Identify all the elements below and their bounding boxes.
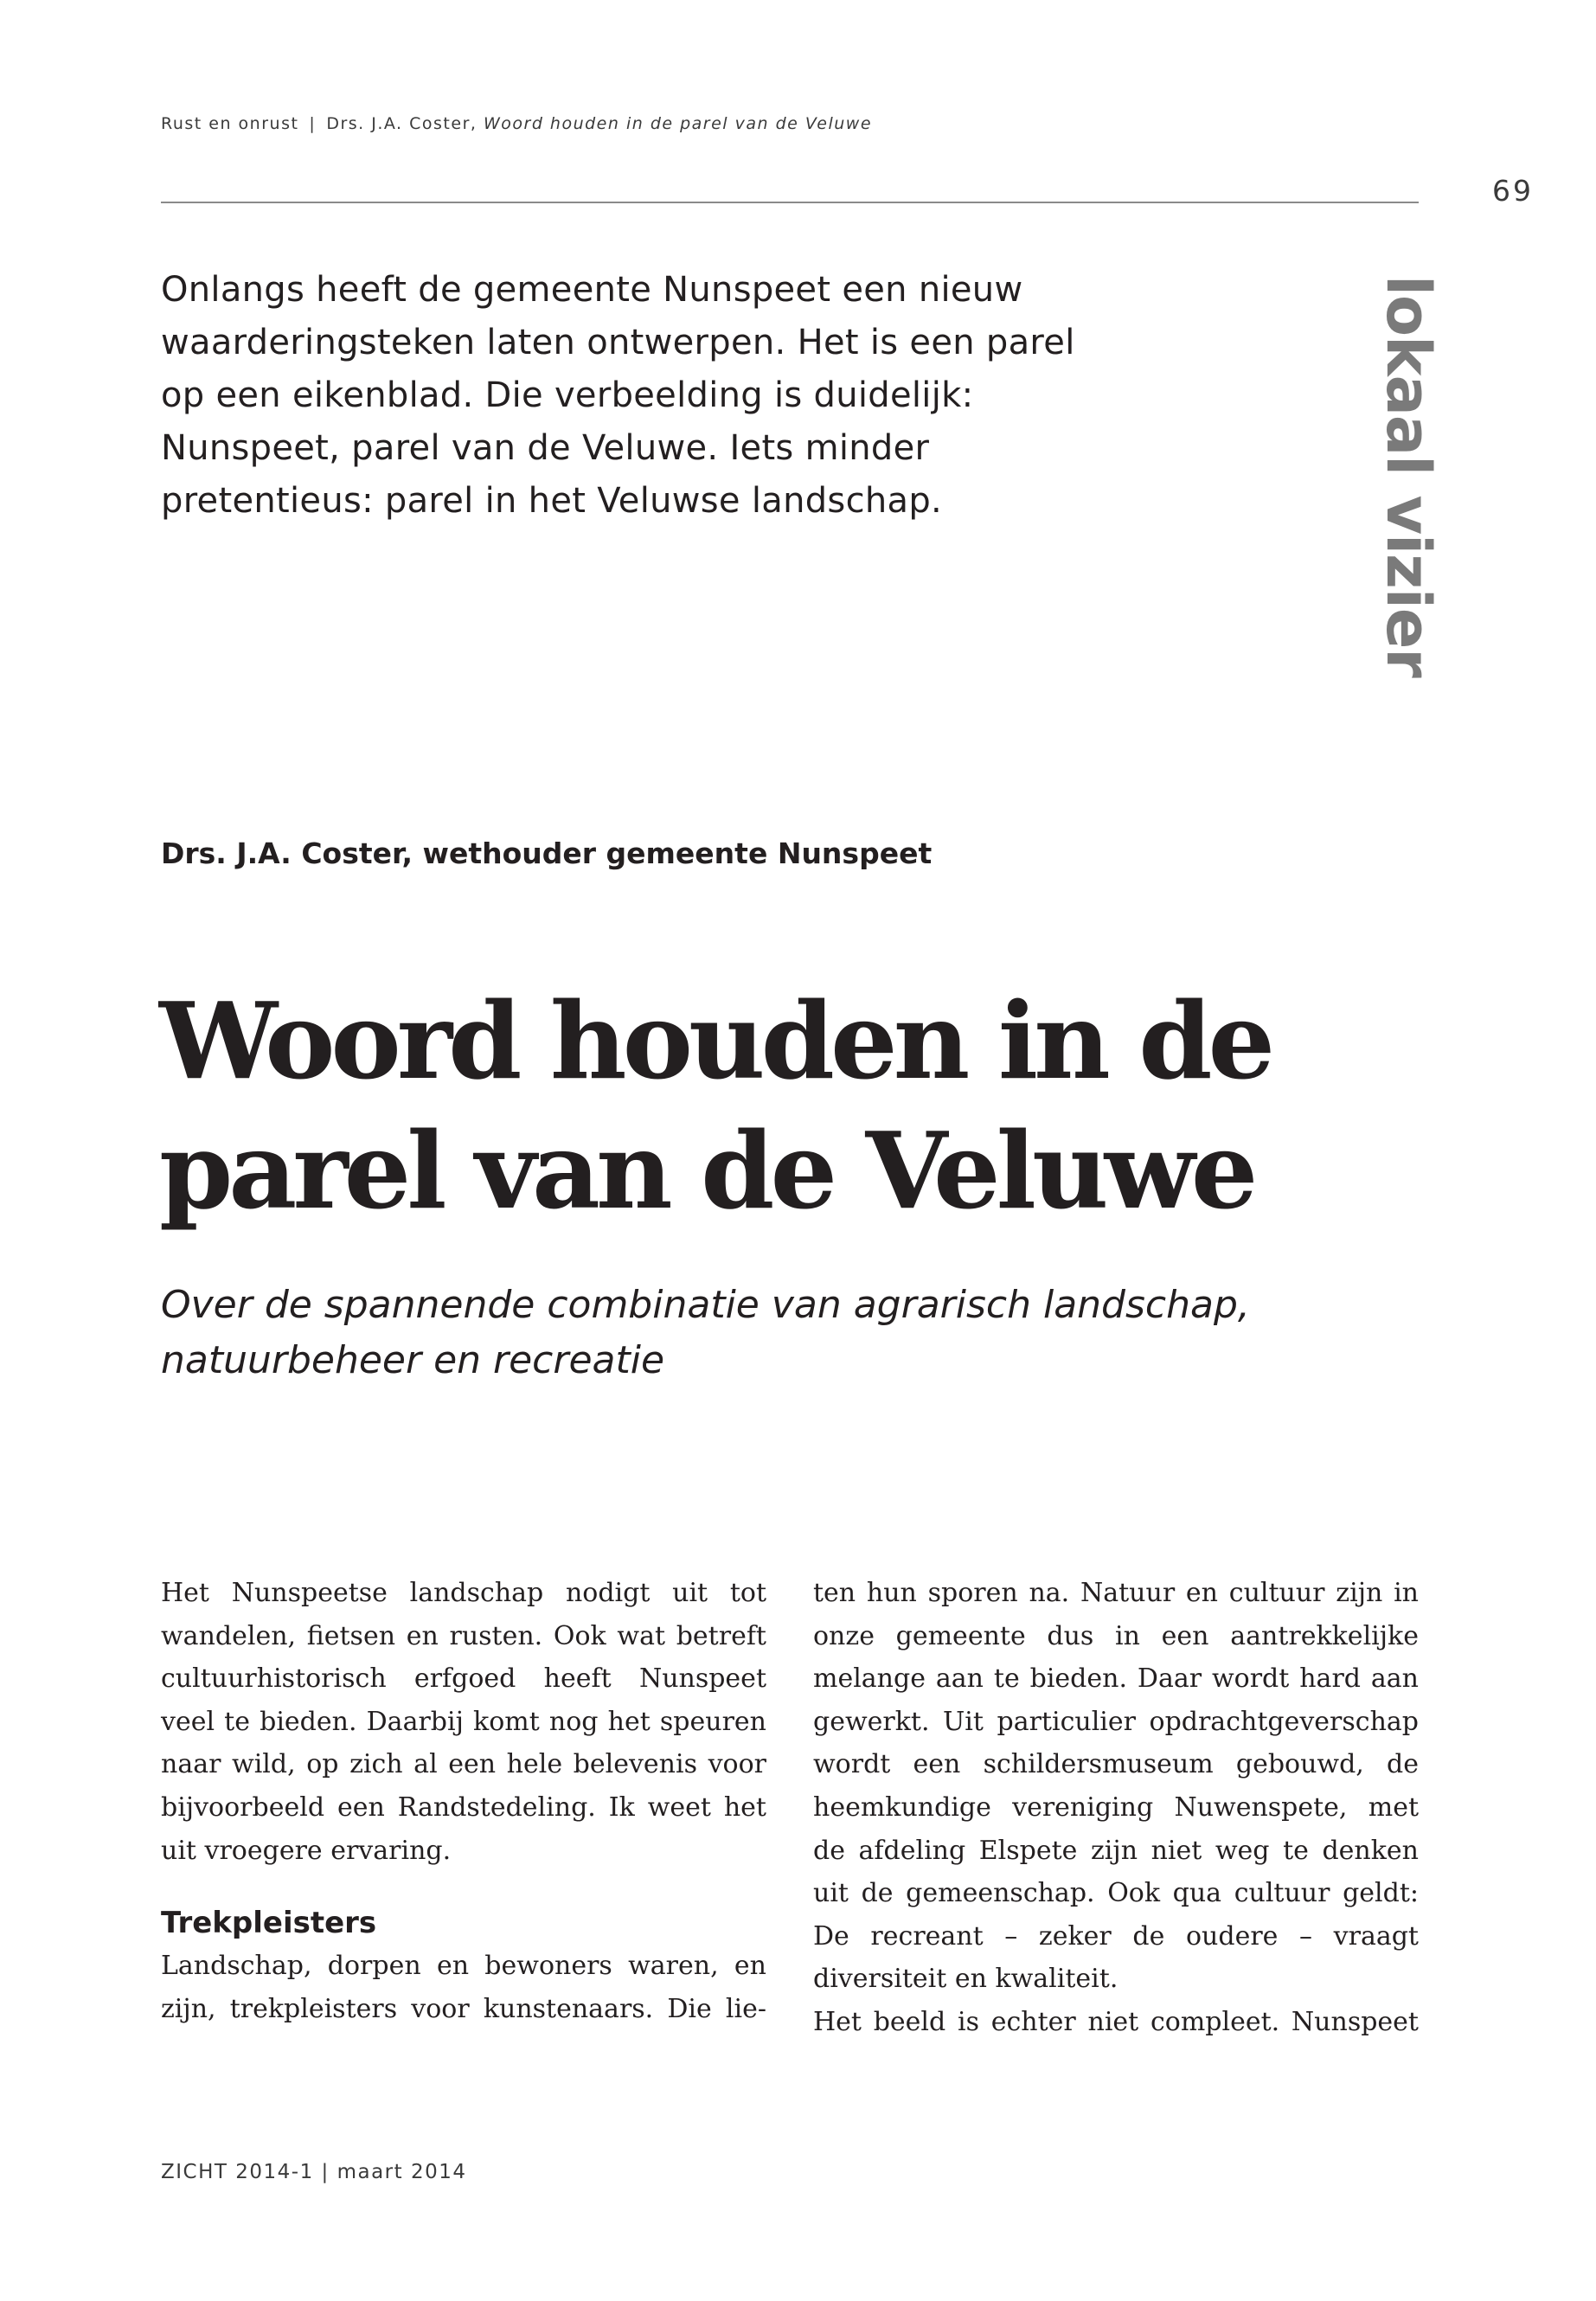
- author-byline: Drs. J.A. Coster, wethouder gemeente Nunspeet: [161, 836, 933, 870]
- article-title: Woord houden in de parel van de Veluwe: [159, 978, 1272, 1233]
- section-tag: [1373, 275, 1444, 677]
- page-number: 69: [1492, 174, 1534, 208]
- running-head-series: Rust en onrust: [161, 114, 299, 133]
- body-column-right: [813, 1572, 1419, 2044]
- header-rule: [161, 202, 1419, 203]
- running-head-author: Drs. J.A. Coster,: [326, 114, 478, 133]
- running-head-article-title: Woord houden in de parel van de Veluwe: [483, 114, 873, 133]
- running-head-separator: |: [309, 114, 317, 133]
- body-paragraph: Het beeld is echter niet compleet. Nunspeet: [813, 2006, 1419, 2037]
- intro-paragraph: Onlangs heeft de gemeente Nunspeet een nieuw waarderingsteken laten ontwerpen. Het is een parel op een eikenblad. Die verbeelding is duidelijk: Nunspeet, parel van de Veluwe. Iets minder pretentieus: parel in het Veluwse landschap.: [161, 270, 1075, 521]
- page-footer: ZICHT 2014-1 | maart 2014: [161, 2161, 467, 2183]
- body-paragraph: Landschap, dorpen en bewoners waren, en zijn, trekpleisters voor kunstenaars. Die lie-: [161, 1951, 766, 2024]
- article-subtitle: Over de spannende combinatie van agrarisch landschap, natuurbeheer en recreatie: [161, 1283, 1250, 1382]
- body-column-left: [161, 1572, 766, 2030]
- section-tag-label: lokaal vizier: [1373, 275, 1444, 677]
- body-paragraph: Het Nunspeetse landschap nodigt uit tot wandelen, fietsen en rusten. Ook wat betreft cultuurhistorisch erfgoed heeft Nunspeet veel te bieden. Daarbij komt nog het speuren naar wild, op zich al een hele belevenis voor bijvoorbeeld een Randstedeling. Ik weet het uit vroegere ervaring.: [161, 1578, 766, 1866]
- body-paragraph: ten hun sporen na. Natuur en cultuur zijn in onze gemeente dus in een aantrekkelijke melange aan te bieden. Daar wordt hard aan gewerkt. Uit particulier opdrachtgeverschap wordt een schildersmuseum gebouwd, de heemkundige vereniging Nuwenspete, met de afdeling Elspete zijn niet weg te denken uit de gemeenschap. Ook qua cultuur geldt: De recreant – zeker de oudere – vraagt diversiteit en kwaliteit.: [813, 1578, 1419, 1995]
- section-heading: Trekpleisters: [161, 1906, 377, 1941]
- running-head: [161, 114, 872, 133]
